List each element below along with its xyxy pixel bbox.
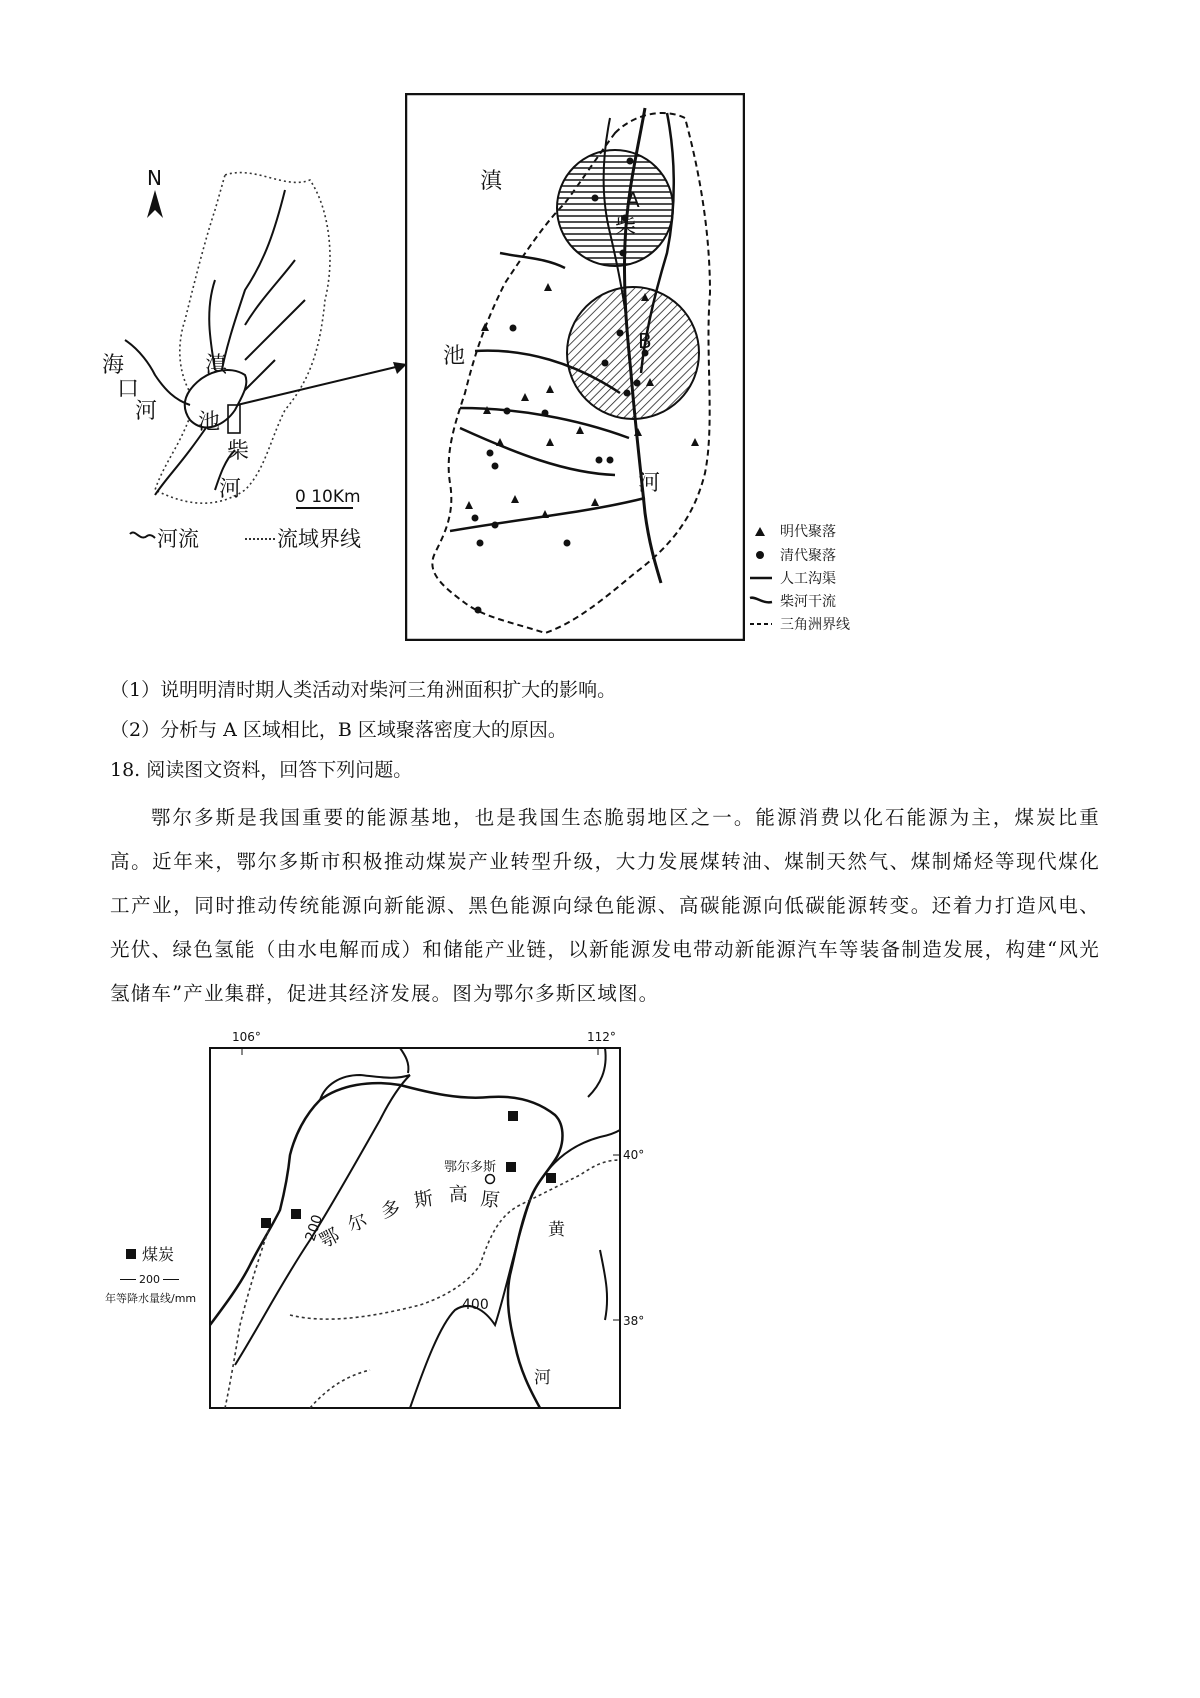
svg-text:海: 海: [102, 353, 125, 378]
svg-text:柴河干流: 柴河干流: [780, 594, 836, 610]
svg-text:尔: 尔: [344, 1209, 371, 1237]
isohyet-legend-value: 200: [139, 1273, 160, 1286]
svg-text:多: 多: [378, 1196, 403, 1223]
svg-text:清代聚落: 清代聚落: [780, 548, 836, 564]
svg-text:柴: 柴: [227, 439, 250, 464]
svg-text:河: 河: [219, 477, 242, 502]
svg-text:高: 高: [448, 1183, 469, 1206]
svg-text:原: 原: [479, 1188, 501, 1212]
svg-text:滇: 滇: [205, 353, 228, 378]
svg-text:池: 池: [443, 344, 466, 369]
ordos-map-container: [110, 1025, 670, 1425]
question-2: （2）分析与 A 区域相比，B 区域聚落密度大的原因。: [110, 719, 567, 741]
paragraph-text: 鄂尔多斯是我国重要的能源基地，也是我国生态脆弱地区之一。能源消费以化石能源为主，煤炭比重高。近年来，鄂尔多斯市积极推动煤炭产业转型升级，大力发展煤转油、煤制天然气、煤制烯烃等现代煤化工产业，同时推动传统能源向新能源、黑色能源向绿色能源、高碳能源向低碳能源转变。还着力打造风电、光伏、绿色氢能（由水电解而成）和储能产业链，以新能源发电带动新能源汽车等装备制造发展，构建“风光氢储车”产业集群，促进其经济发展。图为鄂尔多斯区域图。: [110, 806, 1100, 1005]
svg-text:口: 口: [117, 377, 140, 402]
svg-text:38°: 38°: [623, 1314, 645, 1328]
svg-text:40°: 40°: [623, 1148, 645, 1162]
svg-text:河: 河: [638, 471, 661, 496]
svg-text:斯: 斯: [412, 1187, 435, 1212]
ordos-map: [110, 1025, 670, 1425]
svg-text:柴: 柴: [615, 214, 636, 238]
isohyet-legend-label: 年等降水量线/mm: [105, 1292, 197, 1305]
question-18-paragraph: [110, 796, 1100, 1016]
svg-text:106°: 106°: [232, 1030, 261, 1044]
svg-text:明代聚落: 明代聚落: [780, 524, 836, 540]
svg-text:滇: 滇: [480, 169, 503, 194]
region-a: [557, 150, 673, 266]
svg-text:200: 200: [302, 1212, 327, 1244]
ordos-city: [486, 1175, 495, 1184]
map1-legend: [130, 527, 361, 551]
svg-text:河: 河: [135, 399, 158, 424]
svg-text:鄂尔多斯: 鄂尔多斯: [444, 1160, 497, 1175]
question-1: （1）说明明清时期人类活动对柴河三角洲面积扩大的影响。: [110, 679, 617, 701]
chaihe-delta-map: [405, 93, 745, 641]
coal-legend-label: 煤炭: [142, 1245, 175, 1264]
svg-text:人工沟渠: 人工沟渠: [780, 571, 836, 587]
svg-text:黄: 黄: [548, 1220, 565, 1240]
svg-text:三角洲界线: 三角洲界线: [780, 617, 850, 633]
coal-legend-icon: [126, 1249, 136, 1259]
question-18-heading: 18. 阅读图文资料，回答下列问题。: [110, 759, 413, 781]
svg-text:B: B: [638, 329, 652, 353]
scale-bar: [295, 487, 361, 508]
zoom-arrow: [235, 360, 415, 410]
svg-text:流域界线: 流域界线: [277, 527, 361, 551]
svg-text:0 10Km: 0 10Km: [295, 487, 361, 507]
svg-text:112°: 112°: [587, 1030, 616, 1044]
svg-text:N: N: [147, 166, 162, 190]
svg-text:河: 河: [534, 1368, 551, 1388]
svg-text:河流: 河流: [157, 527, 199, 551]
ordos-legend: [100, 1242, 210, 1306]
svg-text:鄂: 鄂: [316, 1224, 344, 1253]
svg-text:400: 400: [462, 1297, 489, 1313]
north-arrow-icon: [147, 166, 163, 218]
svg-text:池: 池: [198, 410, 221, 435]
svg-text:A: A: [626, 188, 640, 212]
map2-legend-panel: [748, 520, 888, 640]
